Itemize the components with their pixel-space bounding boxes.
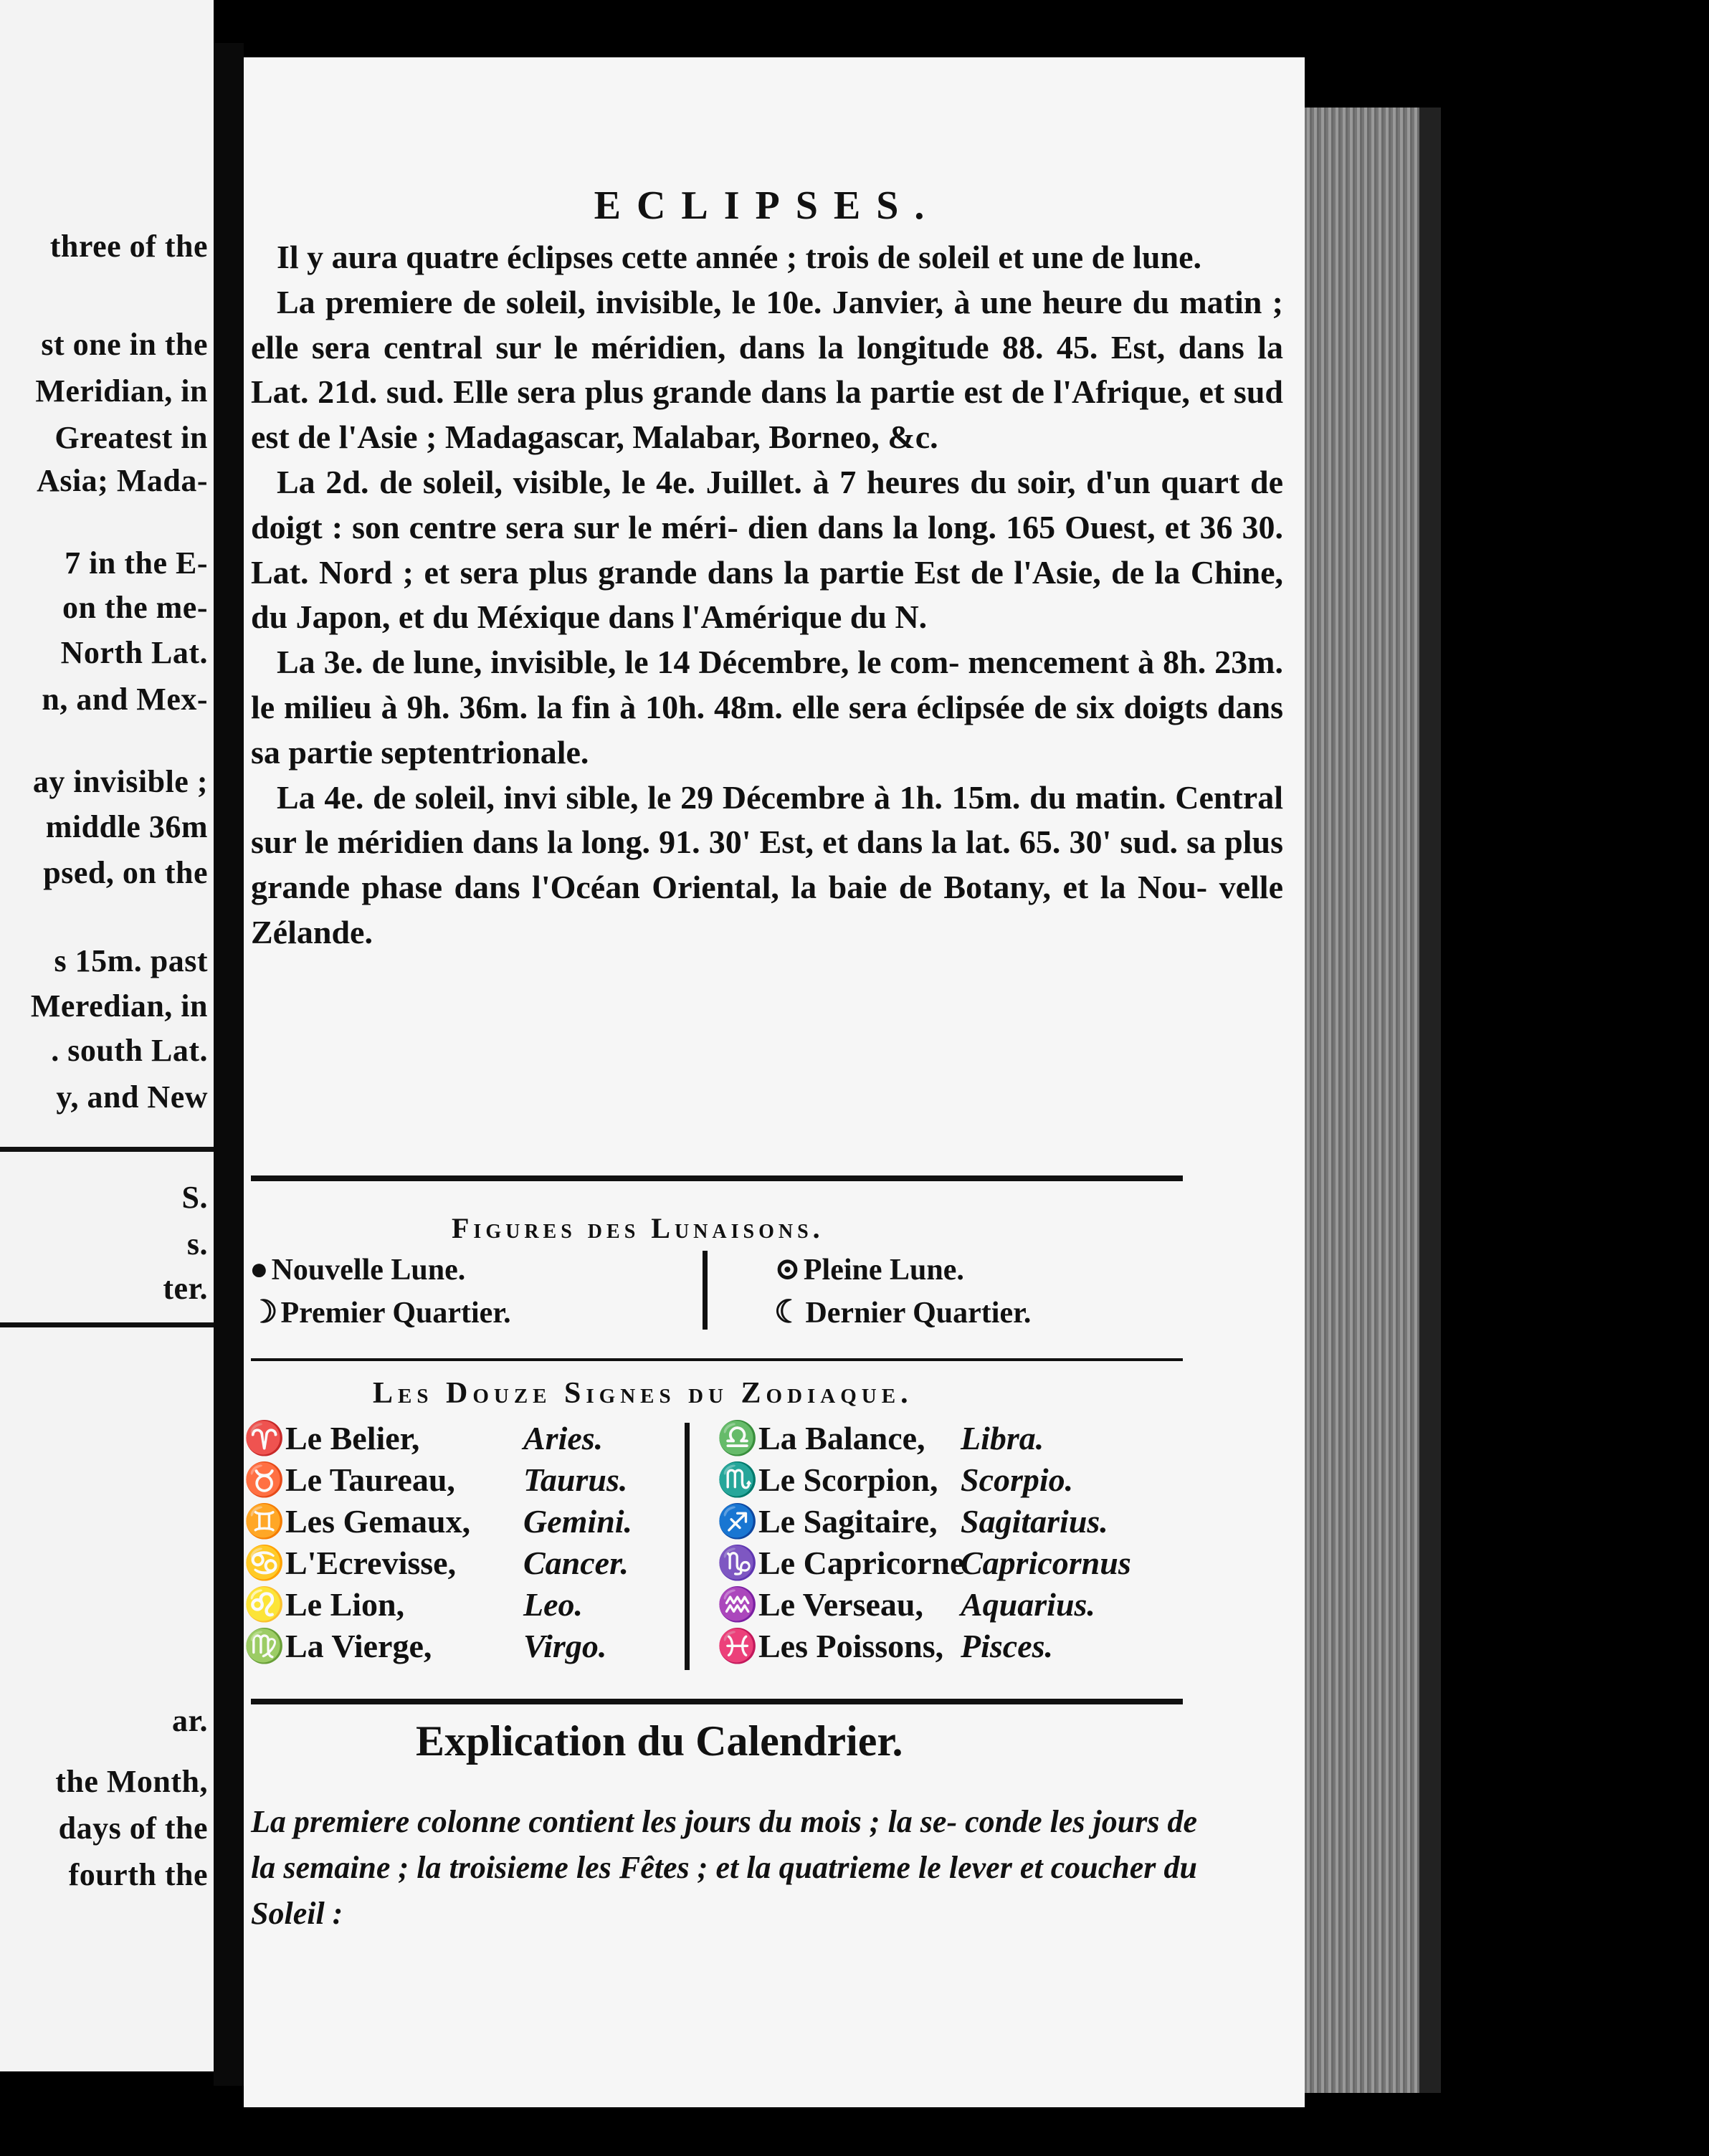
zodiac-row xyxy=(244,1419,604,1458)
left-page-line: s. xyxy=(186,1226,208,1261)
page-heading: ECLIPSES. xyxy=(594,183,941,228)
zodiac-latin-name: Aries. xyxy=(523,1420,604,1456)
full-moon-icon: ⊙ xyxy=(774,1251,801,1287)
new-moon-entry xyxy=(249,1251,465,1287)
left-page-line: Greatest in xyxy=(54,420,208,455)
left-page-line: Meridian, in xyxy=(35,373,208,409)
eclipses-text xyxy=(251,235,1283,955)
left-page-line: North Lat. xyxy=(60,635,208,670)
left-page-line: S. xyxy=(181,1180,208,1215)
left-page-line: y, and New xyxy=(56,1079,208,1115)
explication-title: Explication du Calendrier. xyxy=(416,1717,903,1765)
last-quarter-entry xyxy=(774,1294,1031,1330)
section-rule xyxy=(251,1358,1183,1361)
zodiac-french-name: La Vierge, xyxy=(285,1628,432,1664)
zodiac-latin-name: Leo. xyxy=(523,1586,584,1623)
first-quarter-icon: ☽ xyxy=(249,1294,278,1330)
zodiac-latin-name: Sagitarius. xyxy=(961,1503,1108,1540)
paragraph: La 3e. de lune, invisible, le 14 Décembre, le com- mencement à 8h. 23m. le milieu à 9h. 36m. la fin à 10h. 48m. elle sera éclipsée de six doigts dans sa partie septentrionale. xyxy=(251,644,1283,771)
zodiac-row xyxy=(717,1585,1095,1624)
full-moon-label: Pleine Lune. xyxy=(803,1254,964,1287)
phase-divider xyxy=(703,1251,708,1330)
zodiac-latin-name: Gemini. xyxy=(523,1503,633,1540)
left-page-line: s 15m. past xyxy=(54,943,208,978)
zodiac-row xyxy=(717,1461,1074,1499)
last-quarter-label: Dernier Quartier. xyxy=(805,1297,1032,1330)
zodiac-row xyxy=(244,1627,607,1666)
right-page xyxy=(244,57,1305,2107)
zodiac-row xyxy=(244,1585,584,1624)
left-page-line: the Month, xyxy=(55,1764,208,1799)
taurus-icon: ♉ xyxy=(244,1461,285,1498)
zodiac-row xyxy=(244,1461,628,1499)
zodiac-french-name: Le Sagitaire, xyxy=(758,1503,938,1540)
cancer-icon: ♋ xyxy=(244,1545,285,1581)
left-page-rule xyxy=(0,1322,214,1327)
zodiac-french-name: Les Gemaux, xyxy=(285,1503,471,1540)
pisces-icon: ♓ xyxy=(717,1628,758,1664)
paragraph: La premiere de soleil, invisible, le 10e. Janvier, à une heure du matin ; elle sera central sur le méridien, dans la longitude 88. 45. Est, dans la Lat. 21d. sud. Elle sera plus grande dans la partie est de l'Afrique, et sud est de l'Asie ; Madagascar, Malabar, Borneo, &c. xyxy=(251,283,1283,456)
full-moon-entry xyxy=(774,1251,964,1287)
zodiac-latin-name: Libra. xyxy=(961,1420,1044,1456)
last-quarter-icon: ☾ xyxy=(774,1294,803,1330)
zodiac-row xyxy=(244,1544,629,1583)
zodiac-row xyxy=(717,1627,1054,1666)
left-page-line: days of the xyxy=(58,1811,208,1846)
new-moon-icon: ● xyxy=(249,1251,269,1287)
zodiac-row xyxy=(717,1502,1108,1541)
left-page-line: st one in the xyxy=(41,327,208,362)
left-page-line: fourth the xyxy=(68,1857,208,1892)
section-rule xyxy=(251,1699,1183,1704)
left-page-line: . south Lat. xyxy=(51,1033,208,1068)
left-page-line: Asia; Mada- xyxy=(37,463,208,498)
gemini-icon: ♊ xyxy=(244,1503,285,1540)
page-block-edge xyxy=(1305,108,1419,2093)
zodiac-french-name: Le Taureau, xyxy=(285,1461,455,1498)
zodiac-french-name: Le Scorpion, xyxy=(758,1461,938,1498)
zodiac-latin-name: Capricornus xyxy=(961,1545,1131,1581)
zodiac-latin-name: Virgo. xyxy=(523,1628,607,1664)
paragraph: La 4e. de soleil, invi sible, le 29 Décembre à 1h. 15m. du matin. Central sur le méridien dans la long. 91. 30' Est, et dans la lat. 65. 30' sud. sa plus grande phase dans l'Océan Oriental, la baie de Botany, et la Nou- velle Zélande. xyxy=(251,778,1283,950)
left-page-line: three of the xyxy=(49,229,208,264)
left-page-line: Meredian, in xyxy=(30,988,208,1024)
zodiac-latin-name: Pisces. xyxy=(961,1628,1054,1664)
left-page-line: n, and Mex- xyxy=(42,682,208,717)
left-facing-page xyxy=(0,0,214,2071)
aquarius-icon: ♒ xyxy=(717,1586,758,1623)
explication-text: La premiere colonne contient les jours du mois ; la se- conde les jours de la semaine ; la troisieme les Fêtes ; et la quatrieme le lever et coucher du Soleil : xyxy=(251,1804,1197,1931)
zodiac-french-name: Le Lion, xyxy=(285,1586,405,1623)
zodiac-latin-name: Scorpio. xyxy=(961,1461,1074,1498)
aries-icon: ♈ xyxy=(244,1420,285,1456)
zodiac-french-name: Les Poissons, xyxy=(758,1628,944,1664)
paragraph: Il y aura quatre éclipses cette année ; trois de soleil et une de lune. xyxy=(277,239,1201,275)
new-moon-label: Nouvelle Lune. xyxy=(271,1254,466,1287)
zodiac-french-name: La Balance, xyxy=(758,1420,925,1456)
section-rule xyxy=(251,1175,1183,1181)
book-gutter xyxy=(214,43,244,2086)
left-page-rule xyxy=(0,1147,214,1152)
left-page-line: middle 36m xyxy=(45,809,208,844)
zodiac-french-name: Le Verseau, xyxy=(758,1586,923,1623)
paragraph: La 2d. de soleil, visible, le 4e. Juillet. à 7 heures du soir, d'un quart de doigt : son centre sera sur le méri- dien dans la long. 165 Ouest, et 36 30. Lat. Nord ; et sera plus grande dans la partie Est de l'Asie, de la Chine, du Japon, et du Méxique dans l'Amérique du N. xyxy=(251,463,1283,636)
zodiac-latin-name: Taurus. xyxy=(523,1461,628,1498)
capricorn-icon: ♑ xyxy=(717,1545,758,1581)
zodiac-divider xyxy=(685,1423,690,1670)
virgo-icon: ♍ xyxy=(244,1628,285,1664)
page-edge-shadow xyxy=(1419,108,1441,2093)
left-page-line: ter. xyxy=(163,1271,208,1306)
left-page-line: ay invisible ; xyxy=(32,764,208,799)
zodiac-french-name: Le Belier, xyxy=(285,1420,420,1456)
left-page-line: on the me- xyxy=(62,590,208,625)
zodiac-latin-name: Aquarius. xyxy=(961,1586,1095,1623)
zodiac-row xyxy=(717,1419,1044,1458)
sagittarius-icon: ♐ xyxy=(717,1503,758,1540)
zodiac-latin-name: Cancer. xyxy=(523,1545,629,1581)
scorpio-icon: ♏ xyxy=(717,1461,758,1498)
zodiac-french-name: Le Capricorne xyxy=(758,1545,965,1581)
zodiac-french-name: L'Ecrevisse, xyxy=(285,1545,457,1581)
moon-phases-title: Figures des Lunaisons. xyxy=(452,1212,824,1244)
zodiac-row xyxy=(717,1544,1131,1583)
left-page-line: psed, on the xyxy=(43,855,208,890)
zodiac-row xyxy=(244,1502,633,1541)
first-quarter-entry xyxy=(249,1294,511,1330)
libra-icon: ♎ xyxy=(717,1420,758,1456)
left-page-line: 7 in the E- xyxy=(65,545,208,581)
left-page-line: ar. xyxy=(172,1703,208,1738)
zodiac-title: Les Douze Signes du Zodiaque. xyxy=(373,1377,913,1410)
first-quarter-label: Premier Quartier. xyxy=(280,1297,511,1330)
leo-icon: ♌ xyxy=(244,1586,285,1623)
